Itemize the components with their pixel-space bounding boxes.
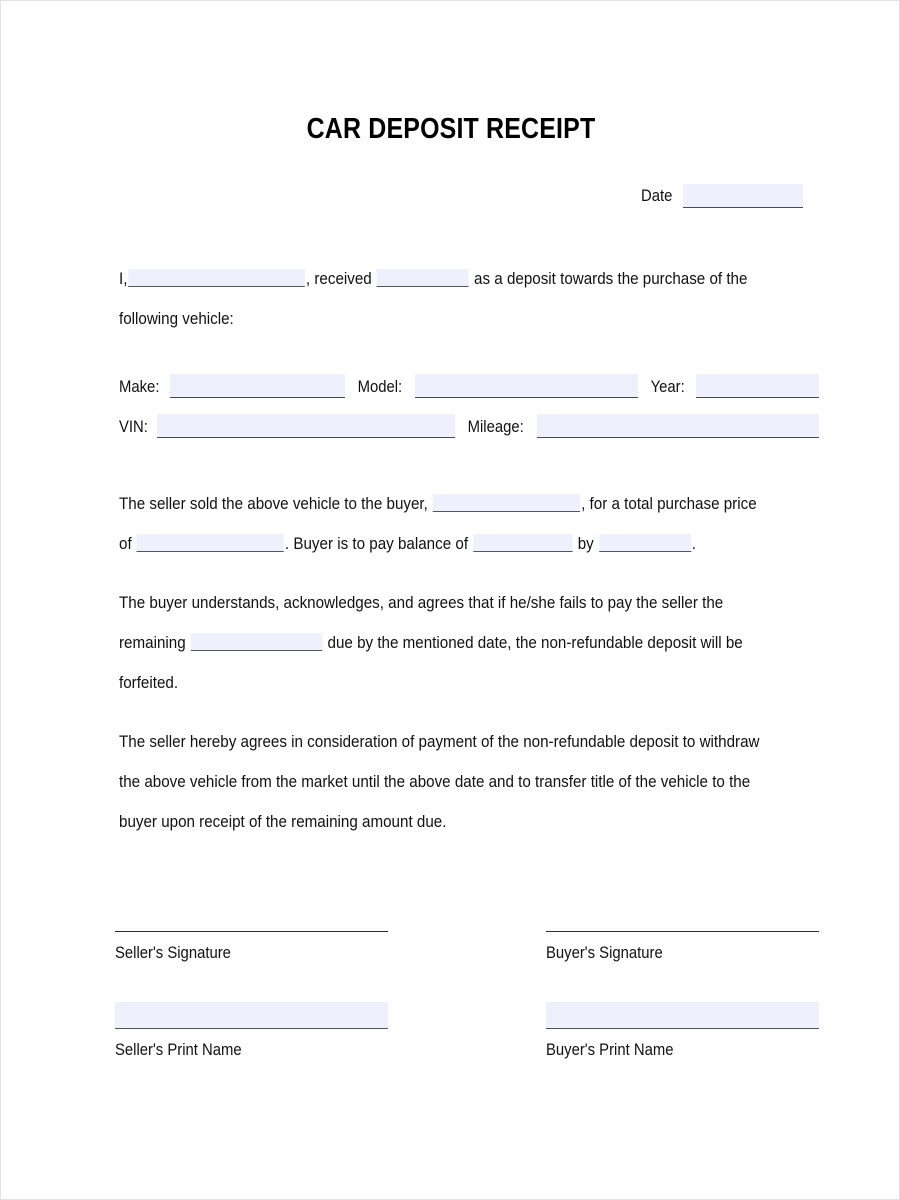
buyer-signature-column <box>546 931 819 1061</box>
seller-signature-column <box>115 931 388 1061</box>
year-input[interactable] <box>696 374 819 398</box>
buyer-name-input[interactable] <box>433 494 580 512</box>
model-label: Model: <box>357 378 403 396</box>
sale-text-3: . Buyer is to pay balance of <box>284 535 469 553</box>
deposit-amount-input[interactable] <box>377 269 469 287</box>
remaining-amount-input[interactable] <box>191 633 323 651</box>
page-title: CAR DEPOSIT RECEIPT <box>306 113 596 145</box>
date-input[interactable] <box>683 184 803 208</box>
sale-text-5: . <box>691 535 697 553</box>
year-label: Year: <box>650 378 685 396</box>
sale-text-4: by <box>577 535 594 553</box>
model-input[interactable] <box>415 374 638 398</box>
paragraph-forfeit <box>119 583 763 703</box>
mileage-input[interactable] <box>537 414 819 438</box>
purchase-price-input[interactable] <box>137 534 284 552</box>
date-label: Date <box>641 187 673 205</box>
vin-label: VIN: <box>119 418 148 436</box>
balance-amount-input[interactable] <box>473 534 572 552</box>
buyer-print-name-input[interactable] <box>546 1002 819 1029</box>
date-row <box>641 184 821 208</box>
seller-name-input[interactable] <box>128 269 305 287</box>
buyer-signature-label: Buyer's Signature <box>546 944 663 962</box>
buyer-print-name-label: Buyer's Print Name <box>546 1041 674 1059</box>
vehicle-row-2 <box>119 406 819 438</box>
seller-print-name-label: Seller's Print Name <box>115 1041 242 1059</box>
seller-print-name-input[interactable] <box>115 1002 388 1029</box>
intro-text-3: as a deposit towards the purchase of the following vehicle: <box>119 270 748 328</box>
forfeit-text-1: The buyer understands, acknowledges, and agrees that if he/she fails to pay the seller the remaining <box>119 594 724 652</box>
forfeit-text-2: due by the mentioned date, the non-refundable deposit will be forfeited. <box>119 634 743 692</box>
balance-due-date-input[interactable] <box>599 534 691 552</box>
paragraph-sale <box>119 484 763 564</box>
vehicle-row-1 <box>119 366 819 398</box>
sale-text-2: , for a total purchase price of <box>119 495 757 553</box>
intro-text-2: , received <box>305 270 372 288</box>
signature-block <box>115 931 819 1061</box>
seller-signature-label: Seller's Signature <box>115 944 231 962</box>
vin-input[interactable] <box>157 414 455 438</box>
paragraph-intro <box>119 259 763 339</box>
intro-text-1: I, <box>119 270 128 288</box>
make-input[interactable] <box>170 374 345 398</box>
paragraph-withdraw: The seller hereby agrees in consideration of payment of the non-refundable deposit to withdraw the above vehicle from the market until the above date and to transfer title of the vehicle to the buyer upon receipt of the remaining amount due. <box>119 733 760 831</box>
sale-text-1: The seller sold the above vehicle to the buyer, <box>119 495 428 513</box>
vehicle-details <box>119 366 819 438</box>
mileage-label: Mileage: <box>467 418 524 436</box>
make-label: Make: <box>119 378 160 396</box>
